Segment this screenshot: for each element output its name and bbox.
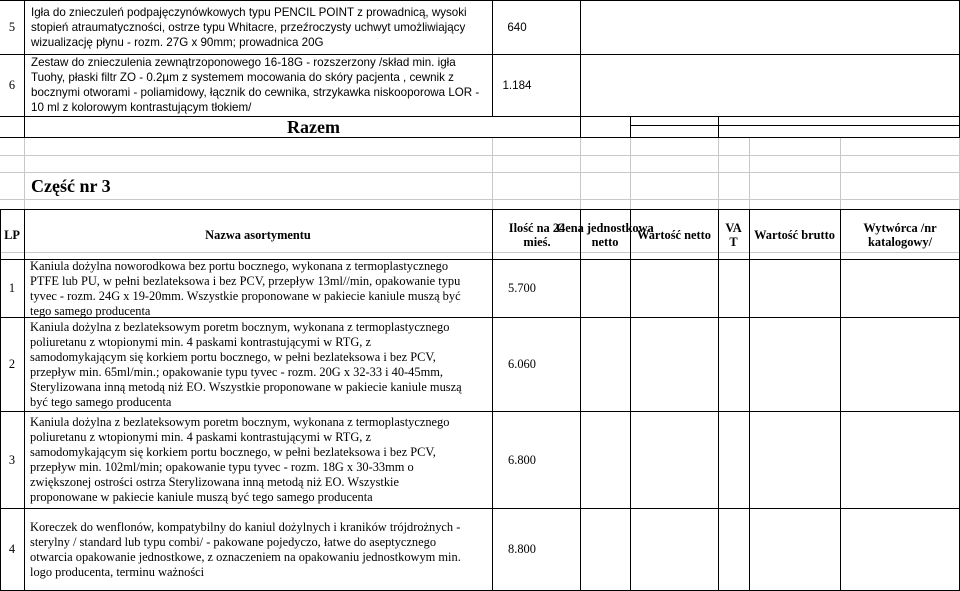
row-5-description: Igła do znieczuleń podpajęczynówkowych typu PENCIL POINT z prowadnicą, wysoki stopień atraumatyczności, ostrze typu Whitacre, przeźroczysty uchwyt umożliwiający wizualizację płynu - rozm. 27G x 90mm; prowadnica 20G <box>31 5 467 49</box>
row-5-lp: 5 <box>8 19 16 34</box>
row-6-quantity: 1.184 <box>502 78 532 92</box>
row-5-quantity: 640 <box>507 20 527 34</box>
header-lp: LP <box>4 227 20 242</box>
header-net-value: Wartość netto <box>637 227 711 242</box>
row-4-lp: 4 <box>8 542 16 556</box>
header-unit-price: Cena jednostkowa netto <box>556 220 654 249</box>
row-1-lp: 1 <box>8 281 16 295</box>
row-1-description: Kaniula dożylna noworodkowa bez portu bocznego, wykonana z termoplastycznego PTFE lub PU, w pełni bezlateksowa i bez PCV, przepływ 13ml//min, opakowanie typu tyvec - rozm. 24G x 19-20mm. Wszystkie proponowane w pakiecie kaniule muszą być tego samego producenta <box>30 258 461 318</box>
row-2-quantity: 6.060 <box>508 357 536 371</box>
row-4-quantity: 8.800 <box>508 542 536 556</box>
section-title: Część nr 3 <box>31 176 111 196</box>
header-manufacturer: Wytwórca /nr katalogowy/ <box>863 220 937 249</box>
row-2-description: Kaniula dożylna z bezlateksowym poretm bocznym, wykonana z termoplastycznego poliuretanu z wtopionymi min. 4 paskami kontrastującymi w RTG, z samodomykającym się korkiem portu bocznego, w pełni bezlateksowa i bez PCV, przepływ min. 65ml/min.; opakowanie typu tyvec - rozm. 20G x 32-33 i 40-45mm, Sterylizowana inną metodą niż EO. Wszystkie proponowane w pakiecie kaniule muszą być tego samego producenta <box>30 319 462 409</box>
row-3-quantity: 6.800 <box>508 452 536 467</box>
row-2-lp: 2 <box>8 357 16 371</box>
row-6-description: Zestaw do znieczulenia zewnątrzoponowego 16-18G - rozszerzony /skład min. igła Tuohy, płaski filtr ZO - 0.2µm z systemem mocowania do skóry pacjenta , cewnik z bocznymi otworami - poliamidowy, łącznik do cewnika, strzykawka niskooporowa LOR - 10 ml z kolorowym kontrastującym tłokiem/ <box>31 56 480 114</box>
row-6-lp: 6 <box>8 77 16 92</box>
header-gross-value: Wartość brutto <box>754 227 835 242</box>
row-3-lp: 3 <box>8 452 16 467</box>
row-3-description: Kaniula dożylna z bezlateksowym poretm bocznym, wykonana z termoplastycznego poliuretanu z wtopionymi min. 4 paskami kontrastującymi w RTG, z samodomykającym się korkiem portu bocznego, w pełni bezlateksowa i bez PCV, przepływ min. 102ml/min; opakowanie typu tyvec - rozm. 18G x 30-33mm o zwiększonej ostrości ostrza Sterylizowana inną metodą niż EO. Wszystkie proponowane w pakiecie kaniule muszą być tego samego producenta <box>30 415 450 504</box>
header-quantity: Ilość na 24 mieś. <box>508 220 566 249</box>
razem-label: Razem <box>287 117 340 137</box>
row-4-description: Koreczek do wenflonów, kompatybilny do kaniul dożylnych i kraników trójdrożnych - sterylny / standard lub typu combi/ - pakowane pojedyczo, łatwe do aseptycznego otwarcia opakowanie jednostkowe, z oznaczeniem na opakowaniu jednostkowym min. logo producenta, terminu ważności <box>30 519 461 579</box>
header-name: Nazwa asortymentu <box>205 227 311 242</box>
row-1-quantity: 5.700 <box>508 281 536 295</box>
header-vat: VAT <box>725 220 742 249</box>
